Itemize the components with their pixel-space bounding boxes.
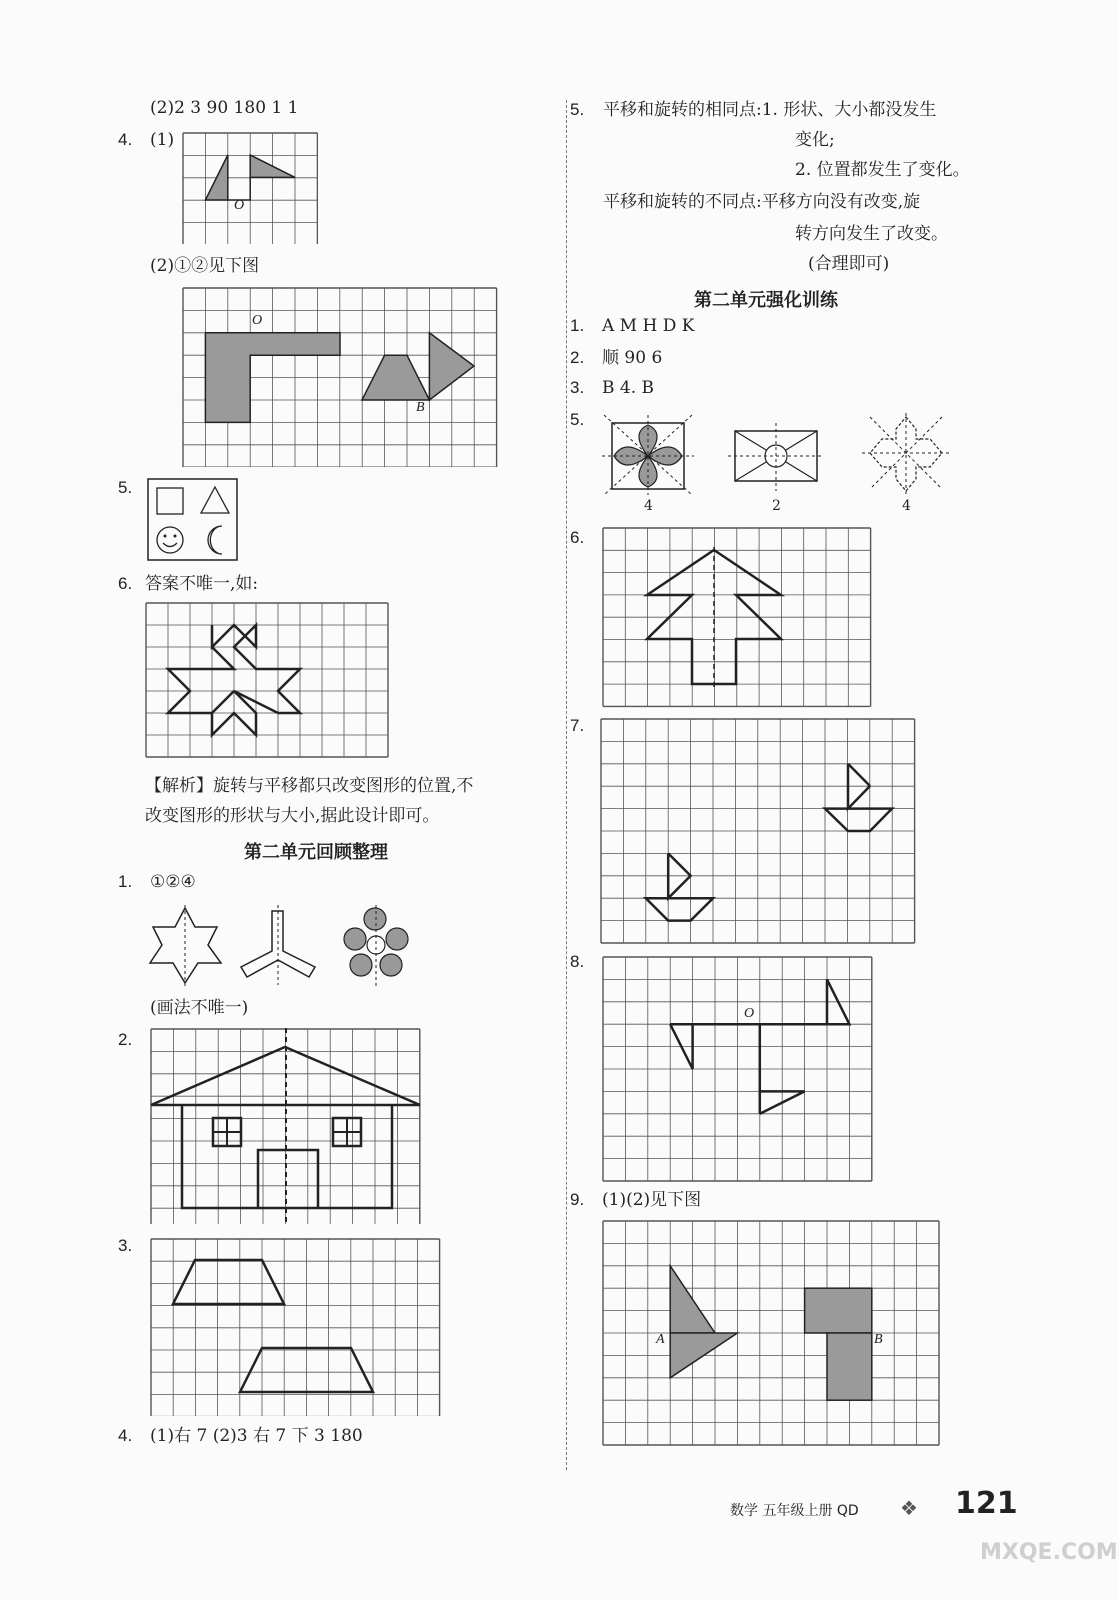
section-title: 第二单元回顾整理 [244, 842, 388, 863]
answer-line: 2. 位置都发生了变化。 [795, 160, 970, 180]
question-number: 1. [570, 316, 585, 335]
point-label: O [744, 1006, 755, 1021]
analysis-text: 【解析】旋转与平移都只改变图形的位置,不 [145, 776, 474, 796]
answer-line: 平移和旋转的不同点:平移方向没有改变,旋 [603, 192, 921, 212]
question-number: 2. [118, 1030, 133, 1049]
grid-figure [182, 132, 318, 244]
grid-figure [150, 1028, 426, 1224]
answer-line: 转方向发生了改变。 [795, 224, 948, 244]
question-number: 5. [118, 478, 133, 497]
question-number: 6. [118, 574, 133, 593]
question-number: 4. [118, 130, 133, 149]
question-number: 5. [570, 410, 585, 429]
watermark: MXQE.COM [980, 1540, 1118, 1565]
point-label: A [656, 1332, 665, 1347]
axis-count: 2 [772, 498, 781, 514]
question-number: 3. [570, 378, 585, 397]
answer-line: (2)2 3 90 180 1 1 [150, 98, 299, 118]
grid-figure [602, 1220, 942, 1448]
point-label: B [416, 400, 425, 415]
question-number: 9. [570, 1190, 585, 1209]
answer-line: ①②④ [150, 872, 196, 892]
answer-line: (1)右 7 (2)3 右 7 下 3 180 [150, 1426, 363, 1446]
point-label: B [874, 1332, 883, 1347]
axis-count: 4 [644, 498, 653, 514]
grid-figure [145, 602, 391, 762]
section-title: 第二单元强化训练 [694, 290, 838, 311]
footer-text: 数学 五年级上册 QD [730, 1503, 859, 1519]
answer-line: (2)①②见下图 [150, 256, 260, 276]
point-label: O [252, 313, 263, 328]
grid-figure [602, 527, 874, 709]
answer-line: B 4. B [602, 378, 655, 398]
page-number: 121 [955, 1486, 1018, 1521]
note: (合理即可) [808, 254, 890, 274]
shapes-figure [147, 478, 239, 562]
point-label: O [234, 198, 245, 213]
answer-line: A M H D K [602, 316, 695, 336]
symmetry-axes-figure [600, 413, 950, 495]
answer-line: (1)(2)见下图 [602, 1190, 702, 1210]
answer-line: 答案不唯一,如: [145, 574, 259, 594]
grid-figure [150, 1238, 442, 1416]
grid-figure [182, 287, 498, 467]
question-number: 5. [570, 100, 585, 119]
question-number: 2. [570, 348, 585, 367]
column-divider [566, 100, 567, 1470]
axis-count: 4 [902, 498, 911, 514]
answer-line: 变化; [795, 130, 835, 150]
question-number: 3. [118, 1236, 133, 1255]
sub-label: (1) [150, 130, 175, 150]
answer-line: 顺 90 6 [602, 348, 663, 368]
question-number: 4. [118, 1426, 133, 1445]
note: (画法不唯一) [150, 998, 249, 1018]
answer-line: 平移和旋转的相同点:1. 形状、大小都没发生 [603, 100, 937, 120]
question-number: 8. [570, 952, 585, 971]
question-number: 1. [118, 872, 133, 891]
analysis-text: 改变图形的形状与大小,据此设计即可。 [145, 806, 440, 826]
symmetric-shapes-figure [145, 905, 415, 990]
grid-figure [602, 956, 874, 1184]
diamond-icon: ❖ [900, 1496, 918, 1520]
grid-figure [600, 718, 920, 946]
question-number: 7. [570, 716, 585, 735]
question-number: 6. [570, 528, 585, 547]
